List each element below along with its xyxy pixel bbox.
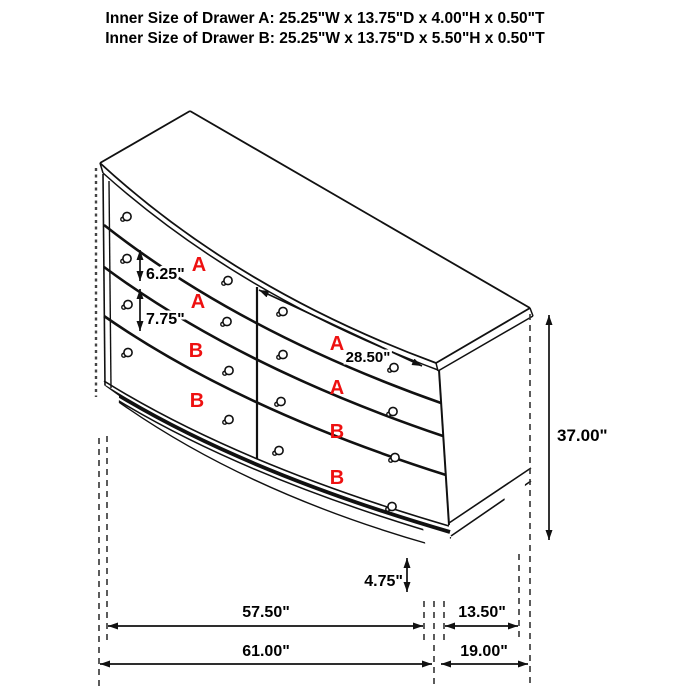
front-right-leg-front [423, 527, 437, 597]
drawer-label-right-2: A [329, 377, 345, 399]
dim-overall-width: 61.00" [242, 643, 290, 660]
dresser-drawing [96, 111, 533, 597]
dim-drawer-a-height: 6.25" [146, 266, 185, 283]
drawer-label-left-2: A [190, 291, 206, 313]
title-line-1: Inner Size of Drawer A: 25.25"W x 13.75"D x 4.00"H x 0.50"T [105, 10, 545, 27]
dim-front-width: 57.50" [242, 604, 290, 621]
dim-overall-depth: 19.00" [460, 643, 508, 660]
drawer-label-left-4: B [189, 390, 205, 412]
front-right-leg-side [437, 531, 450, 597]
front-left-leg [101, 383, 119, 430]
dim-drawer-b-height: 7.75" [146, 311, 185, 328]
drawer-label-left-1: A [191, 254, 207, 276]
dim-overall-height: 37.00" [557, 426, 608, 445]
dim-section-width: 28.50" [345, 349, 391, 366]
drawer-label-right-3: B [329, 421, 345, 443]
title-line-2: Inner Size of Drawer B: 25.25"W x 13.75"D x 5.50"H x 0.50"T [105, 30, 545, 47]
drawer-label-left-3: B [188, 340, 204, 362]
dim-leg-height: 4.75" [364, 573, 403, 590]
drawer-label-right-4: B [329, 467, 345, 489]
dim-depth-legs: 13.50" [458, 604, 506, 621]
back-right-leg [503, 477, 525, 550]
drawer-label-right-1: A [329, 333, 345, 355]
